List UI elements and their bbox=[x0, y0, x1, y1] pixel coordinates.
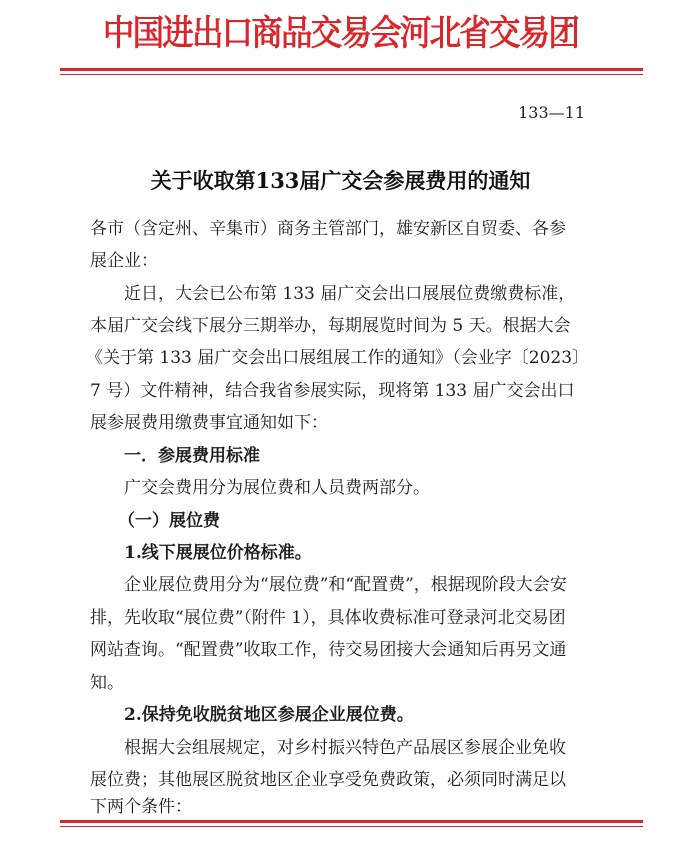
document-title: 关于收取第133届广交会参展费用的通知 bbox=[150, 168, 531, 193]
body-line: 各市（含定州、辛集市）商务主管部门，雄安新区自贸委、各参 bbox=[90, 219, 566, 239]
letterhead-rule-thin bbox=[60, 74, 643, 75]
body-line: 展位费；其他展区脱贫地区企业享受免费政策，必须同时满足以 bbox=[90, 770, 566, 790]
footer-rule-thin bbox=[60, 826, 643, 827]
body-line: 知。 bbox=[90, 673, 124, 693]
document-number: 133—11 bbox=[518, 103, 585, 122]
subsection-heading: 2.保持免收脱贫地区参展企业展位费。 bbox=[124, 705, 414, 725]
subsection-heading: 1.线下展展位价格标准。 bbox=[124, 543, 312, 563]
body-line: 广交会费用分为展位费和人员费两部分。 bbox=[124, 478, 430, 498]
letterhead-rule-thick bbox=[60, 68, 643, 71]
body-line: 展参展费用缴费事宜通知如下： bbox=[90, 413, 328, 433]
body-line: 排，先收取“展位费”（附件 1），具体收费标准可登录河北交易团 bbox=[90, 608, 566, 628]
footer-rule-thick bbox=[60, 820, 643, 823]
body-line: 网站查询。“配置费”收取工作，待交易团接大会通知后再另文通 bbox=[90, 640, 567, 660]
letterhead-title: 中国进出口商品交易会河北省交易团 bbox=[102, 14, 579, 54]
body-line: 企业展位费用分为“展位费”和“配置费”，根据现阶段大会安 bbox=[124, 575, 567, 595]
body-line: 本届广交会线下展分三期举办，每期展览时间为 5 天。根据大会 bbox=[90, 316, 571, 336]
section-heading: 一．参展费用标准 bbox=[124, 446, 260, 466]
body-line: 展企业： bbox=[90, 251, 158, 271]
body-line: 近日，大会已公布第 133 届广交会出口展展位费缴费标准， bbox=[124, 284, 576, 304]
body-line: 7 号）文件精神，结合我省参展实际，现将第 133 届广交会出口 bbox=[90, 381, 575, 401]
body-line: 下两个条件： bbox=[90, 797, 192, 817]
body-line: 根据大会组展规定，对乡村振兴特色产品展区参展企业免收 bbox=[124, 738, 566, 758]
body-line: 《关于第 133 届广交会出口展组展工作的通知》（会业字〔2023〕 bbox=[86, 348, 590, 368]
subsection-heading: （一）展位费 bbox=[118, 511, 220, 531]
